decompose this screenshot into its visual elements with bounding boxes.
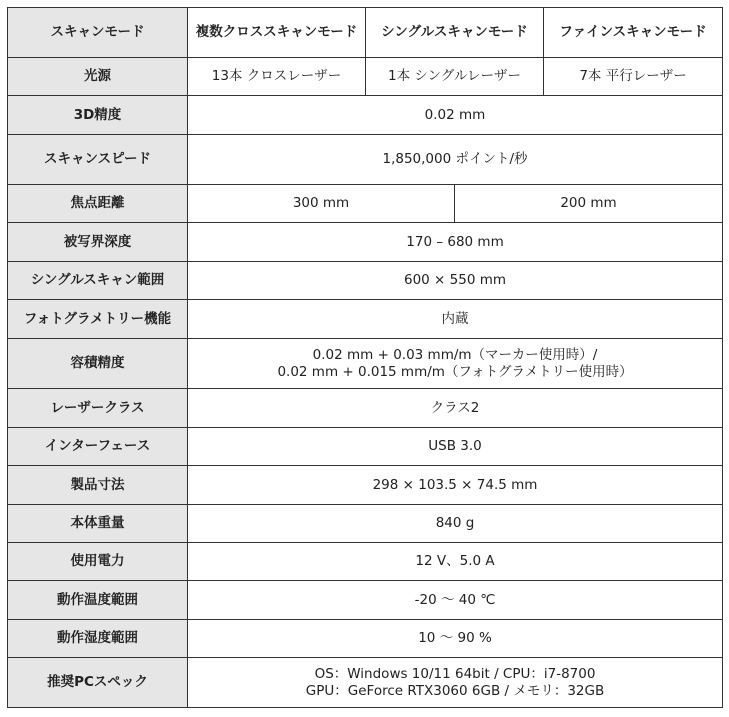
accuracy-3d-value: 0.02 mm bbox=[188, 96, 723, 135]
mode-single: シングルスキャンモード bbox=[366, 8, 544, 58]
operating-temp-value: -20 ～ 40 ℃ bbox=[188, 581, 723, 620]
table-row-laser-class bbox=[8, 389, 723, 428]
volumetric-accuracy-line: 0.02 mm + 0.015 mm/m（フォトグラメトリー使用時） bbox=[277, 363, 633, 380]
interface-value: USB 3.0 bbox=[188, 428, 723, 466]
single-scan-area-value: 600 × 550 mm bbox=[188, 262, 723, 300]
depth-of-field-value: 170 – 680 mm bbox=[188, 223, 723, 262]
operating-temp-label: 動作温度範囲 bbox=[8, 581, 188, 620]
table-row-single-scan-area bbox=[8, 262, 723, 300]
table-row-light-source bbox=[8, 58, 723, 96]
recommended-pc-line: OS：Windows 10/11 64bit / CPU：i7-8700 bbox=[314, 665, 596, 682]
spec-table bbox=[7, 7, 723, 708]
light-source-value: 1本 シングルレーザー bbox=[366, 58, 544, 96]
recommended-pc-value bbox=[188, 658, 723, 708]
volumetric-accuracy-value bbox=[188, 339, 723, 389]
volumetric-accuracy-line: 0.02 mm + 0.03 mm/m（マーカー使用時）/ bbox=[312, 346, 598, 363]
light-source-label: 光源 bbox=[8, 58, 188, 96]
operating-humidity-label: 動作湿度範囲 bbox=[8, 620, 188, 658]
table-row-recommended-pc bbox=[8, 658, 723, 708]
power-value: 12 V、5.0 A bbox=[188, 543, 723, 581]
interface-label: インターフェース bbox=[8, 428, 188, 466]
recommended-pc-line: GPU：GeForce RTX3060 6GB / メモリ：32GB bbox=[305, 682, 605, 699]
table-row-interface bbox=[8, 428, 723, 466]
light-source-value: 7本 平行レーザー bbox=[544, 58, 723, 96]
mode-fine: ファインスキャンモード bbox=[544, 8, 723, 58]
table-row-operating-humidity bbox=[8, 620, 723, 658]
operating-humidity-value: 10 ～ 90 % bbox=[188, 620, 723, 658]
table-row-scan-mode bbox=[8, 8, 723, 58]
focal-distance-value: 300 mm bbox=[188, 185, 455, 223]
table-row-power bbox=[8, 543, 723, 581]
table-row-focal-distance bbox=[8, 185, 723, 223]
dimensions-value: 298 × 103.5 × 74.5 mm bbox=[188, 466, 723, 505]
scan-speed-value: 1,850,000 ポイント/秒 bbox=[188, 135, 723, 185]
focal-distance-label: 焦点距離 bbox=[8, 185, 188, 223]
accuracy-3d-label: 3D精度 bbox=[8, 96, 188, 135]
power-label: 使用電力 bbox=[8, 543, 188, 581]
scan-mode-label: スキャンモード bbox=[8, 8, 188, 58]
laser-class-label: レーザークラス bbox=[8, 389, 188, 428]
focal-distance-value: 200 mm bbox=[455, 185, 723, 223]
laser-class-value: クラス2 bbox=[188, 389, 723, 428]
dimensions-label: 製品寸法 bbox=[8, 466, 188, 505]
single-scan-area-label: シングルスキャン範囲 bbox=[8, 262, 188, 300]
table-row-dimensions bbox=[8, 466, 723, 505]
mode-multi-cross: 複数クロススキャンモード bbox=[188, 8, 366, 58]
table-row-operating-temp bbox=[8, 581, 723, 620]
table-row-weight bbox=[8, 505, 723, 543]
scan-speed-label: スキャンスピード bbox=[8, 135, 188, 185]
photogrammetry-value: 内蔵 bbox=[188, 300, 723, 339]
table-row-photogrammetry bbox=[8, 300, 723, 339]
weight-label: 本体重量 bbox=[8, 505, 188, 543]
table-row-depth-of-field bbox=[8, 223, 723, 262]
depth-of-field-label: 被写界深度 bbox=[8, 223, 188, 262]
table-row-3d-accuracy bbox=[8, 96, 723, 135]
weight-value: 840 g bbox=[188, 505, 723, 543]
table-row-scan-speed bbox=[8, 135, 723, 185]
recommended-pc-label: 推奨PCスペック bbox=[8, 658, 188, 708]
light-source-value: 13本 クロスレーザー bbox=[188, 58, 366, 96]
table-row-volumetric-accuracy bbox=[8, 339, 723, 389]
volumetric-accuracy-label: 容積精度 bbox=[8, 339, 188, 389]
photogrammetry-label: フォトグラメトリー機能 bbox=[8, 300, 188, 339]
